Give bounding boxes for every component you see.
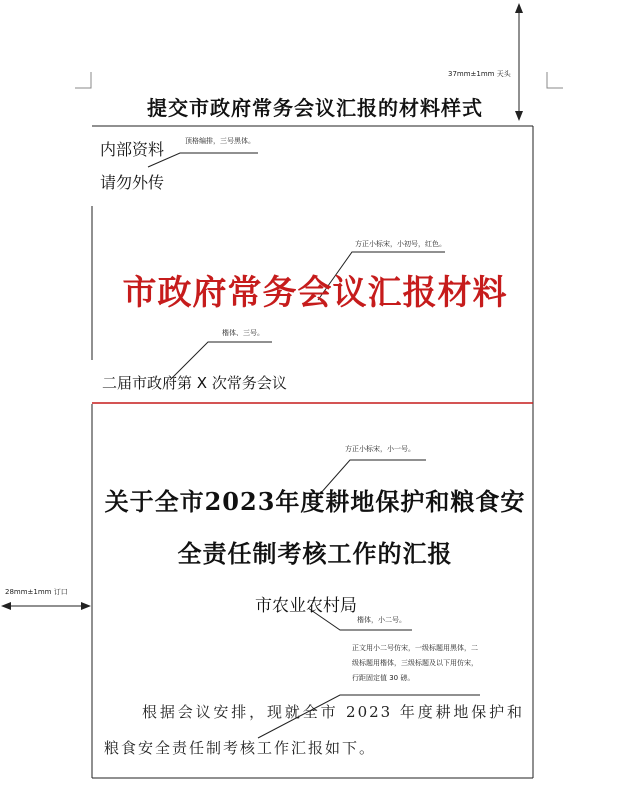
red-header-title: 市政府常务会议汇报材料 [122,273,508,313]
binding-arrowhead-left [1,602,11,610]
corner-mark-left [75,72,91,88]
note-meeting-format: 楷体、三号。 [222,329,264,337]
binding-margin-note: 28mm±1mm 订口 [5,588,68,596]
top-margin-note: 37mm±1mm 天头 [448,70,511,78]
note-redhead-format: 方正小标宋，小初号，红色。 [355,240,446,248]
no-spread-label: 请勿外传 [100,173,165,192]
page-title: 提交市政府常务会议汇报的材料样式 [147,96,483,120]
note-agency-format: 楷体，小二号。 [357,616,406,624]
report-title: 关于全市2023年度耕地保护和粮食安全责任制考核工作的汇报 [104,487,526,568]
meeting-line: 二届市政府第 X 次常务会议 [102,374,287,392]
corner-mark-right [547,72,563,88]
note-body-format: 正文用小二号仿宋，一级标题用黑体，二级标题用楷体，三级标题及以下用仿宋，行距固定值 30 磅。 [352,644,478,682]
note-internal-format: 顶格编排，三号黑体。 [185,137,255,145]
note-report-title-format: 方正小标宋，小一号。 [345,445,415,453]
leader-internal [148,153,258,167]
internal-label: 内部资料 [100,140,165,159]
body-paragraph: 根据会议安排，现就全市 2023 年度耕地保护和粮食安全责任制考核工作汇报如下。 [104,703,524,757]
agency-name: 市农业农村局 [255,596,357,616]
top-arrowhead-up [515,3,523,13]
binding-arrowhead-right [81,602,91,610]
